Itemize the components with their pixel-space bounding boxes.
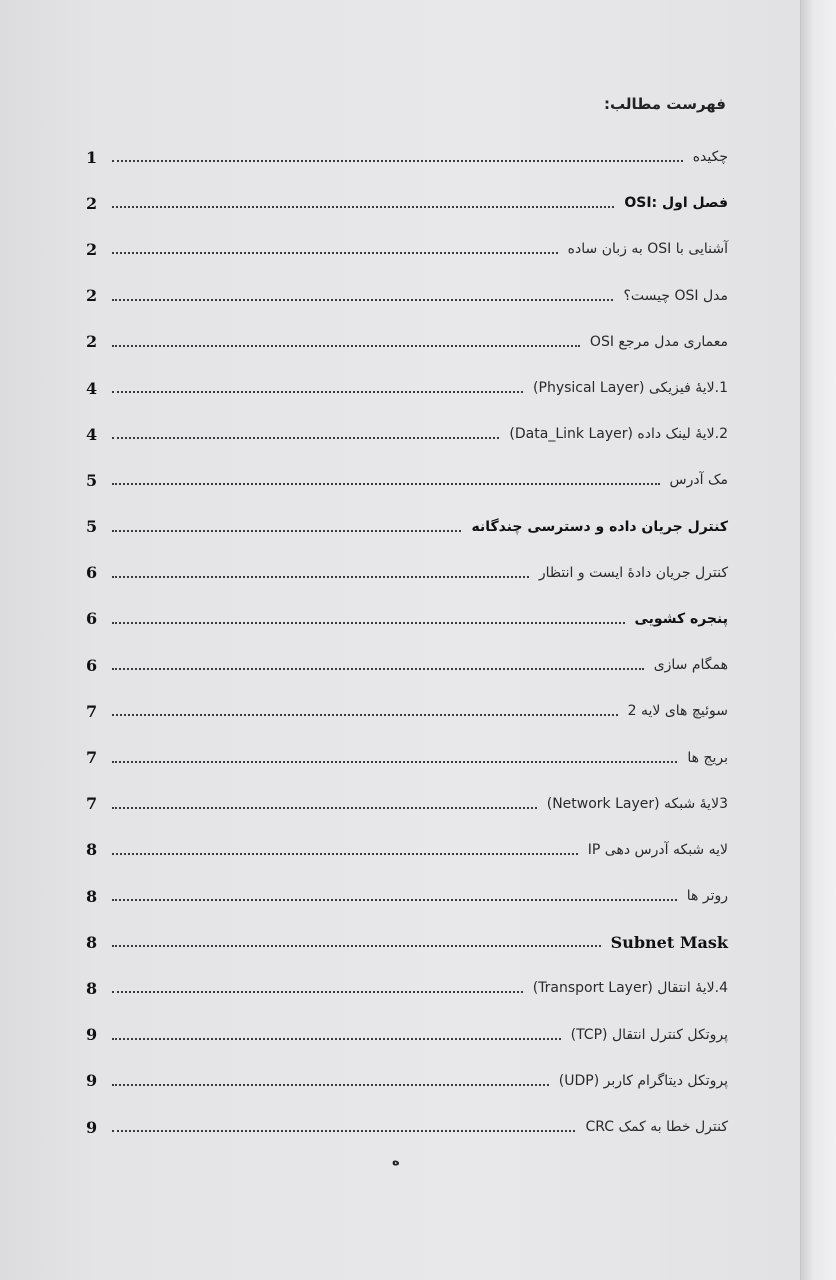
toc-entry-title: 3لایهٔ شبکه (Network Layer) bbox=[546, 795, 728, 812]
toc-entry[interactable] bbox=[86, 226, 728, 272]
toc-entry[interactable] bbox=[86, 504, 728, 550]
toc-entry-title: 2.لایهٔ لینک داده (Data_Link Layer) bbox=[509, 426, 728, 443]
toc-entry-page: 8 bbox=[86, 932, 98, 952]
toc-entry-page: 4 bbox=[86, 378, 98, 398]
toc-entry-title: کنترل جریان داده و دسترسی چندگانه bbox=[471, 518, 728, 535]
toc-leader-dots bbox=[112, 206, 614, 208]
toc-entry-title: سوئیچ های لایه 2 bbox=[627, 703, 728, 720]
toc-entry-title: مدل OSI چیست؟ bbox=[623, 287, 728, 304]
toc-leader-dots bbox=[112, 1038, 561, 1040]
toc-entry-page: 8 bbox=[86, 886, 98, 906]
toc-entry[interactable] bbox=[86, 688, 728, 734]
toc-entry-title: پروتکل کنترل انتقال (TCP) bbox=[570, 1026, 728, 1043]
toc-entry[interactable] bbox=[86, 781, 728, 827]
toc-entry-page: 7 bbox=[86, 794, 98, 814]
toc-entry[interactable] bbox=[86, 550, 728, 596]
toc-entry[interactable] bbox=[86, 411, 728, 457]
toc-entry-title: پروتکل دیتاگرام کاربر (UDP) bbox=[558, 1072, 728, 1089]
toc-leader-dots bbox=[112, 576, 529, 578]
toc-leader-dots bbox=[112, 991, 523, 993]
toc-heading: فهرست مطالب: bbox=[604, 95, 726, 113]
toc-entry[interactable] bbox=[86, 273, 728, 319]
toc-entry-title: همگام سازی bbox=[653, 657, 728, 674]
toc-leader-dots bbox=[112, 160, 683, 162]
toc-entry-title: چکیده bbox=[692, 149, 728, 166]
toc-entry-title: مک آدرس bbox=[669, 472, 728, 489]
toc-entry[interactable] bbox=[86, 965, 728, 1011]
toc-entry[interactable] bbox=[86, 457, 728, 503]
toc-entry[interactable] bbox=[86, 919, 728, 965]
toc-entry-title: کنترل خطا به کمک CRC bbox=[585, 1119, 728, 1136]
toc-leader-dots bbox=[112, 622, 625, 624]
toc-leader-dots bbox=[112, 853, 578, 855]
toc-leader-dots bbox=[112, 899, 677, 901]
toc-entry-page: 8 bbox=[86, 978, 98, 998]
toc-leader-dots bbox=[112, 1130, 575, 1132]
toc-entry[interactable] bbox=[86, 134, 728, 180]
toc-leader-dots bbox=[112, 391, 523, 393]
toc-entry[interactable] bbox=[86, 596, 728, 642]
toc-entry-title: 1.لایهٔ فیزیکی (Physical Layer) bbox=[533, 380, 728, 397]
toc-entry-page: 6 bbox=[86, 609, 98, 629]
toc-leader-dots bbox=[112, 945, 601, 947]
toc-entry[interactable] bbox=[86, 873, 728, 919]
toc-leader-dots bbox=[112, 299, 613, 301]
toc-entry[interactable] bbox=[86, 319, 728, 365]
toc-entry-page: 2 bbox=[86, 239, 98, 259]
toc-entry-page: 6 bbox=[86, 563, 98, 583]
toc-entry-page: 6 bbox=[86, 655, 98, 675]
toc-entry[interactable] bbox=[86, 365, 728, 411]
toc-entry[interactable] bbox=[86, 1104, 728, 1150]
toc-entry-page: 9 bbox=[86, 1025, 98, 1045]
toc-entry-page: 2 bbox=[86, 332, 98, 352]
toc-entry-title: پنجره کشویی bbox=[634, 610, 728, 627]
page-number: ه bbox=[392, 1154, 400, 1169]
toc-entry-page: 5 bbox=[86, 517, 98, 537]
toc-entry-page: 4 bbox=[86, 424, 98, 444]
toc-entry[interactable] bbox=[86, 734, 728, 780]
toc-entry-page: 7 bbox=[86, 701, 98, 721]
toc-leader-dots bbox=[112, 807, 537, 809]
toc-leader-dots bbox=[112, 714, 618, 716]
toc-entry-title: بریج ها bbox=[687, 749, 728, 766]
toc-entry-title: لایه شبکه آدرس دهی IP bbox=[587, 841, 728, 858]
toc-leader-dots bbox=[112, 345, 580, 347]
toc-leader-dots bbox=[112, 1084, 549, 1086]
toc-entry-page: 9 bbox=[86, 1071, 98, 1091]
toc-leader-dots bbox=[112, 437, 499, 439]
toc-entry[interactable] bbox=[86, 827, 728, 873]
toc-entry-page: 1 bbox=[86, 147, 98, 167]
toc-entry-title: فصل اول :OSI bbox=[624, 195, 728, 212]
toc-entry[interactable] bbox=[86, 1058, 728, 1104]
page-edge bbox=[800, 0, 836, 1280]
toc-entry-title: Subnet Mask bbox=[610, 932, 728, 952]
toc-entry-title: معماری مدل مرجع OSI bbox=[589, 333, 728, 350]
toc-leader-dots bbox=[112, 761, 677, 763]
toc-entry-page: 2 bbox=[86, 286, 98, 306]
toc-entry-page: 9 bbox=[86, 1117, 98, 1137]
toc-leader-dots bbox=[112, 530, 461, 532]
toc-leader-dots bbox=[112, 483, 660, 485]
toc-entry-page: 2 bbox=[86, 193, 98, 213]
toc-leader-dots bbox=[112, 252, 558, 254]
toc-entry[interactable] bbox=[86, 1012, 728, 1058]
toc-entry-title: کنترل جریان دادهٔ ایست و انتظار bbox=[538, 564, 728, 581]
toc-entry-page: 8 bbox=[86, 840, 98, 860]
table-of-contents bbox=[86, 134, 728, 1150]
toc-entry-page: 7 bbox=[86, 748, 98, 768]
toc-entry[interactable] bbox=[86, 642, 728, 688]
toc-entry-page: 5 bbox=[86, 470, 98, 490]
toc-entry-title: آشنایی با OSI به زبان ساده bbox=[567, 241, 728, 258]
toc-leader-dots bbox=[112, 668, 644, 670]
toc-entry-title: 4.لایهٔ انتقال (Transport Layer) bbox=[532, 980, 728, 997]
toc-entry-title: روتر ها bbox=[686, 888, 728, 905]
toc-entry[interactable] bbox=[86, 180, 728, 226]
